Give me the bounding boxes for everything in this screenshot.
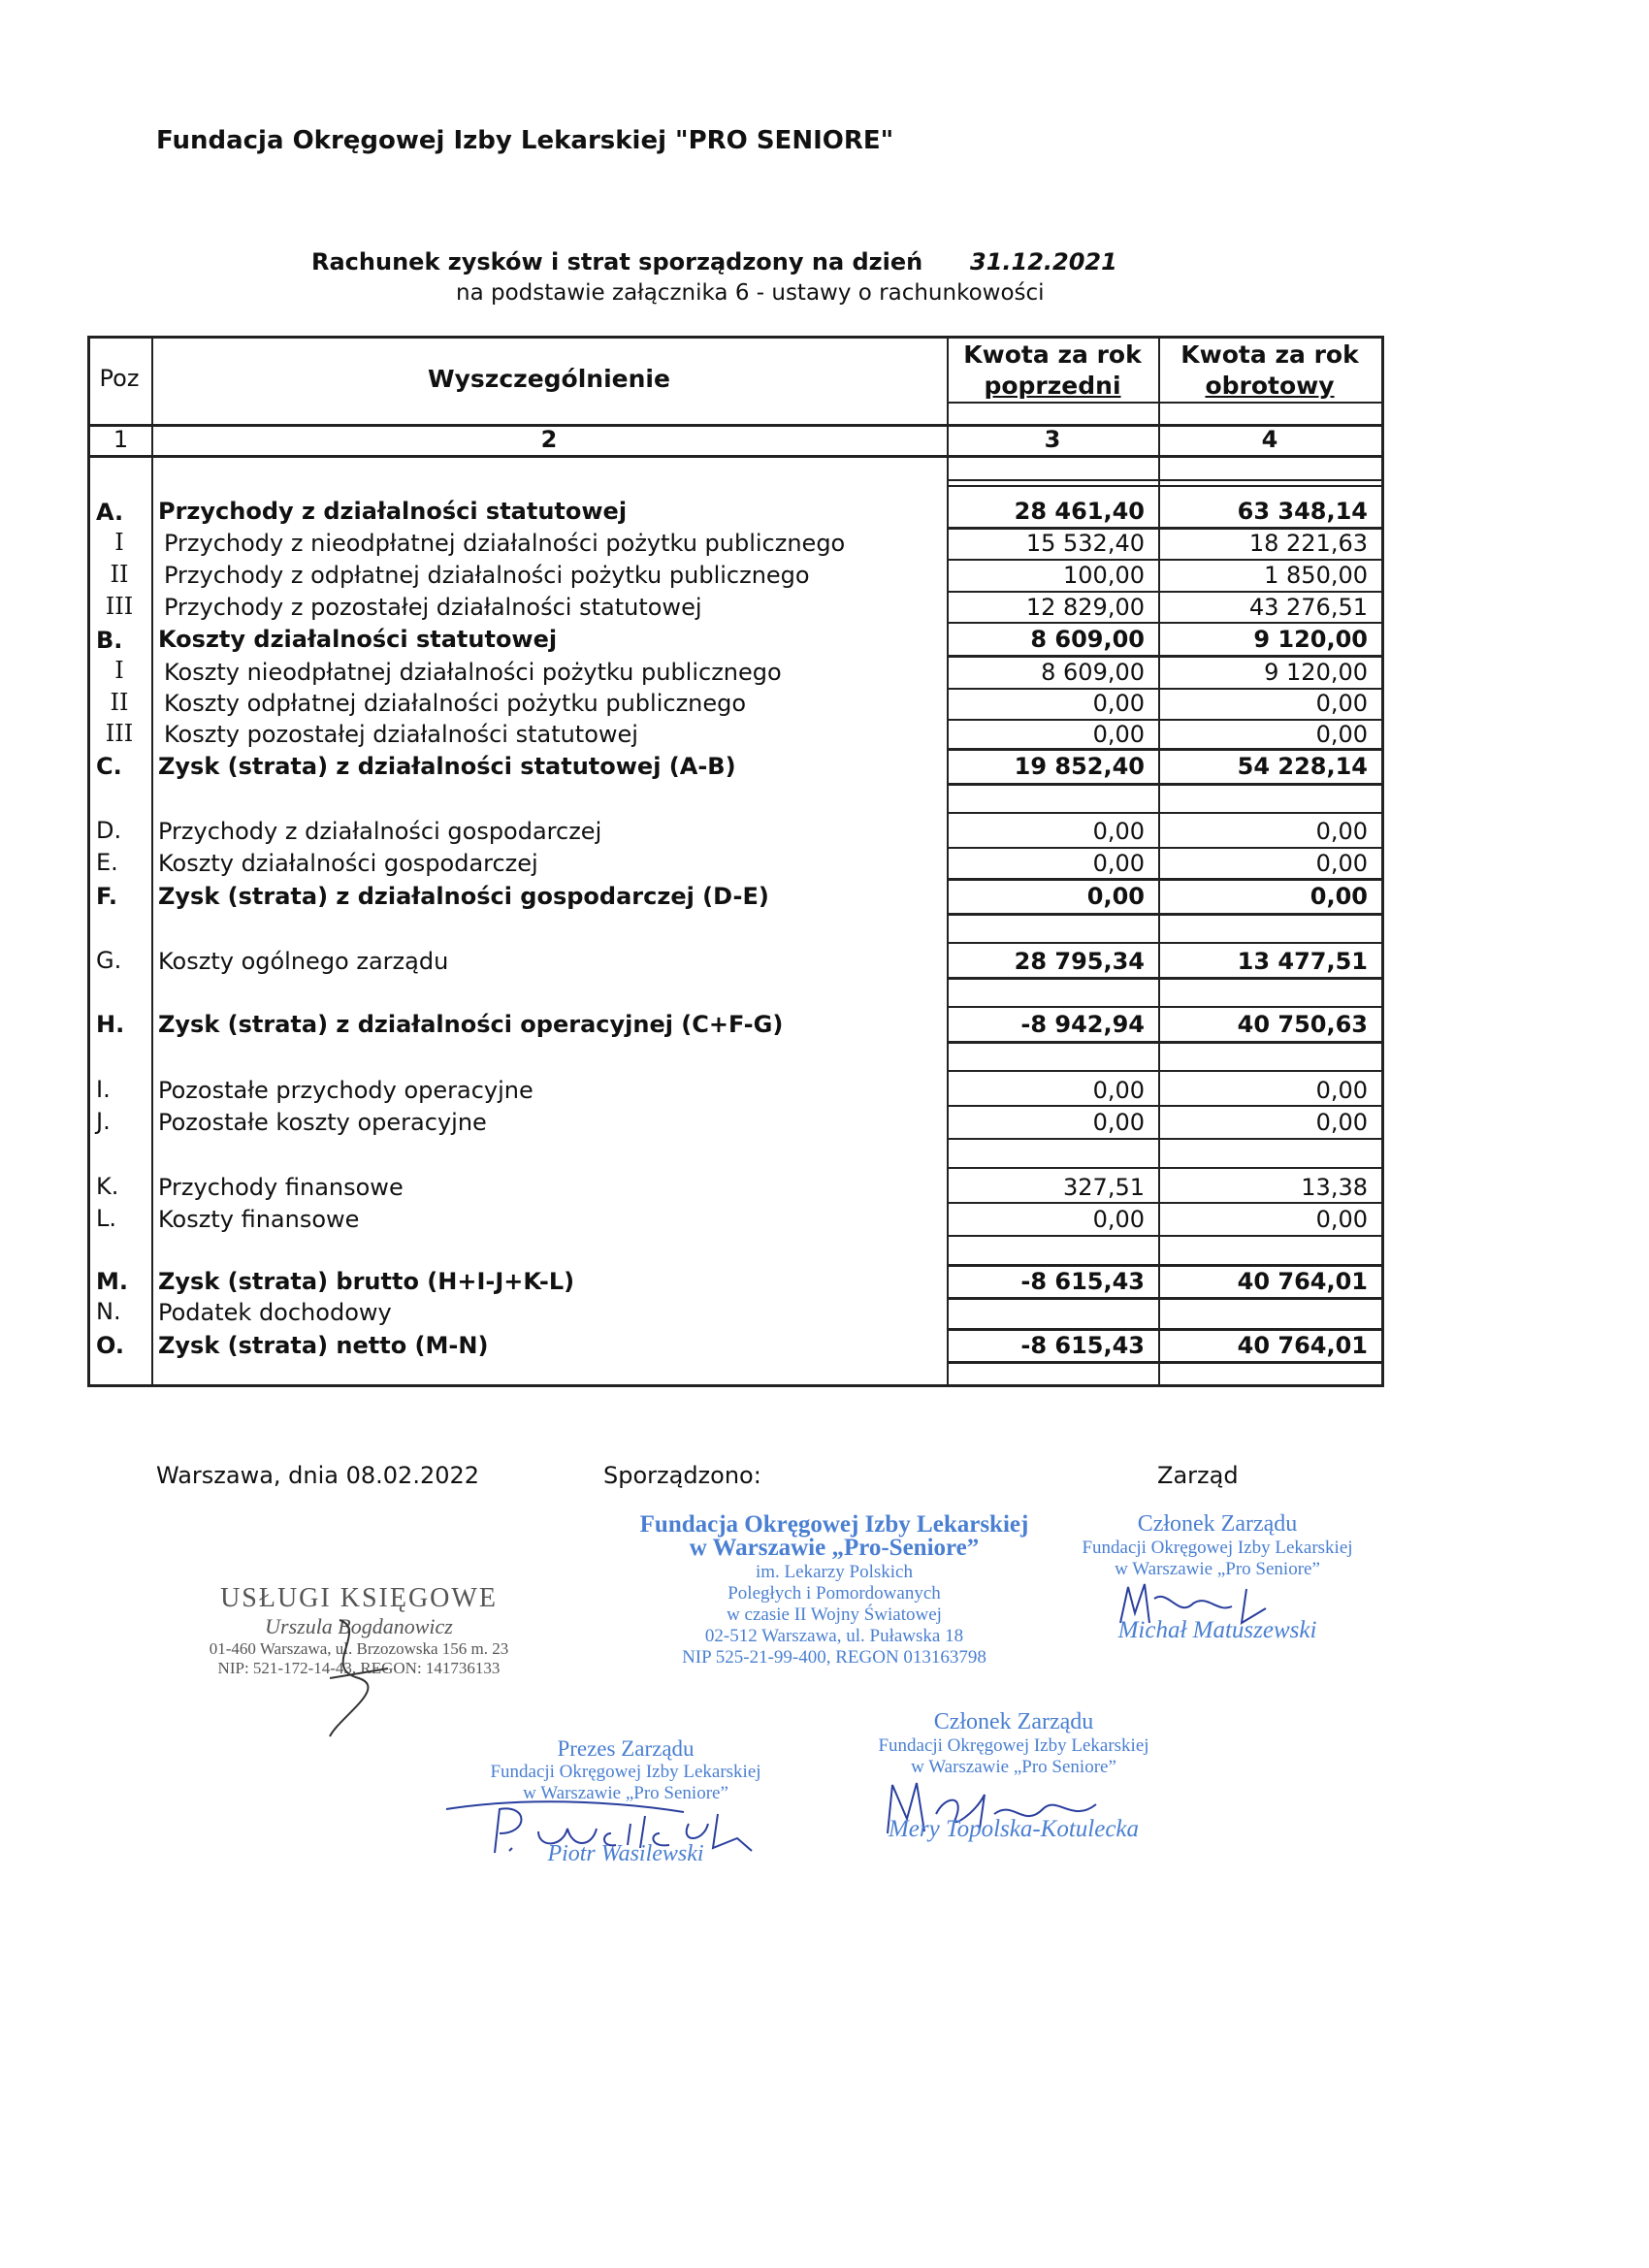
board-member-1-name: Michał Matuszewski [1117,1617,1317,1643]
stamp-city: w Warszawie „Pro Seniore” [911,1757,1116,1777]
document-title: Rachunek zysków i strat sporządzony na dzień [311,248,923,275]
row-poz: M. [96,1268,128,1295]
board-member-2-name: Mery Topolska-Kotulecka [888,1816,1140,1842]
row-curr-value: 9 120,00 [1264,659,1368,686]
row-label: Zysk (strata) brutto (H+I-J+K-L) [158,1268,575,1295]
row-prev-value: 15 532,40 [1025,530,1145,557]
row-label: Podatek dochodowy [158,1299,392,1326]
row-curr-value: 9 120,00 [1253,626,1368,653]
column-divider [1158,339,1160,1384]
stamp-line: w czasie II Wojny Światowej [727,1604,942,1625]
header-curr-line1: Kwota za rok [1180,340,1359,369]
row-poz: H. [96,1011,125,1038]
row-curr-value: 13 477,51 [1237,948,1368,975]
row-label: Zysk (strata) z działalności statutowej (A-B) [158,753,736,780]
row-prev-value: 12 829,00 [1025,594,1145,621]
row-label: Pozostałe koszty operacyjne [158,1109,487,1136]
stamp-line: Poległych i Pomordowanych [728,1583,941,1604]
row-label: Przychody z działalności statutowej [158,498,628,525]
column-divider [151,339,153,1384]
stamp-city: w Warszawie „Pro Seniore” [1115,1559,1320,1579]
row-poz: E. [96,849,118,876]
header-curr-line2: obrotowy [1205,372,1335,400]
foundation-stamp [621,1511,1048,1669]
row-prev-value: -8 615,43 [1020,1332,1145,1359]
row-label: Zysk (strata) netto (M-N) [158,1332,489,1359]
column-number-2: 2 [540,426,558,453]
row-prev-value: -8 615,43 [1020,1268,1145,1295]
row-curr-value: 0,00 [1315,690,1368,717]
row-curr-value: 18 221,63 [1248,530,1368,557]
document-date: 31.12.2021 [970,248,1117,275]
stamp-line: w Warszawie „Pro-Seniore” [689,1535,980,1561]
row-label: Koszty nieodpłatnej działalności pożytku publicznego [164,659,782,686]
row-curr-value: 0,00 [1315,1109,1368,1136]
row-poz: O. [96,1332,124,1359]
stamp-role: Członek Zarządu [933,1709,1094,1734]
row-prev-value: 0,00 [1092,1206,1145,1233]
stamp-role: Członek Zarządu [1137,1511,1298,1537]
row-curr-value: 0,00 [1315,850,1368,877]
row-curr-value: 40 750,63 [1237,1011,1368,1038]
stamp-line: Urszula Bogdanowicz [265,1614,453,1638]
row-label: Koszty ogólnego zarządu [158,948,449,975]
row-prev-value: 0,00 [1092,721,1145,748]
row-label: Koszty pozostałej działalności statutowej [164,721,638,748]
stamp-line: 01-460 Warszawa, ul. Brzozowska 156 m. 23 [209,1639,509,1658]
row-poz: III [105,720,134,747]
row-prev-value: 0,00 [1092,1077,1145,1104]
row-poz: D. [96,817,122,844]
row-prev-value: -8 942,94 [1020,1011,1145,1038]
income-statement-table [87,336,1384,1387]
stamp-city: w Warszawie „Pro Seniore” [523,1783,728,1803]
row-poz: F. [96,883,117,910]
row-label: Przychody z odpłatnej działalności pożytku publicznego [164,562,810,589]
column-number-1: 1 [113,426,129,453]
row-poz: C. [96,753,122,780]
row-prev-value: 327,51 [1063,1174,1145,1201]
row-label: Pozostałe przychody operacyjne [158,1077,534,1104]
row-poz: II [110,689,129,716]
organization-title: Fundacja Okręgowej Izby Lekarskiej "PRO SENIORE" [156,126,894,155]
row-curr-value: 0,00 [1315,818,1368,845]
row-curr-value: 0,00 [1315,1206,1368,1233]
row-curr-value: 63 348,14 [1237,498,1368,525]
row-label: Przychody z pozostałej działalności statutowej [164,594,702,621]
prepared-label: Sporządzono: [603,1462,761,1489]
row-prev-value: 100,00 [1063,562,1145,589]
row-poz: III [105,593,134,620]
board-member-stamp [824,1709,1203,1778]
column-number-4: 4 [1261,426,1278,453]
stamp-line: 02-512 Warszawa, ul. Puławska 18 [704,1626,964,1646]
row-label: Przychody z nieodpłatnej działalności pożytku publicznego [164,530,846,557]
row-poz: G. [96,947,122,974]
row-poz: I [114,657,124,684]
row-poz: I [114,529,124,556]
row-curr-value: 40 764,01 [1237,1268,1368,1295]
stamp-line: NIP 525-21-99-400, REGON 013163798 [682,1647,986,1668]
row-poz: I. [96,1076,111,1103]
row-prev-value: 0,00 [1092,850,1145,877]
stamp-role: Prezes Zarządu [557,1736,695,1761]
document-subtitle: na podstawie załącznika 6 - ustawy o rachunkowości [456,280,1045,306]
row-poz: J. [96,1108,111,1135]
row-prev-value: 28 461,40 [1014,498,1145,525]
stamp-org: Fundacji Okręgowej Izby Lekarskiej [490,1762,761,1782]
stamp-line: NIP: 521-172-14-43, REGON: 141736133 [217,1659,501,1677]
row-label: Zysk (strata) z działalności gospodarczej (D-E) [158,883,769,910]
stamp-org: Fundacji Okręgowej Izby Lekarskiej [1082,1538,1353,1558]
row-poz: L. [96,1205,116,1232]
row-prev-value: 0,00 [1092,818,1145,845]
row-poz: II [110,561,129,588]
stamp-line: USŁUGI KSIĘGOWE [220,1583,498,1613]
column-number-3: 3 [1044,426,1061,453]
row-prev-value: 19 852,40 [1014,753,1145,780]
row-label: Koszty finansowe [158,1206,360,1233]
row-prev-value: 0,00 [1086,883,1145,910]
board-member-stamp [1052,1511,1382,1580]
place-date: Warszawa, dnia 08.02.2022 [156,1462,480,1489]
row-curr-value: 43 276,51 [1248,594,1368,621]
row-poz: B. [96,627,123,654]
row-prev-value: 8 609,00 [1041,659,1145,686]
header-prev-line1: Kwota za rok [963,340,1142,369]
row-curr-value: 0,00 [1310,883,1368,910]
row-curr-value: 0,00 [1315,721,1368,748]
stamp-line: im. Lekarzy Polskich [756,1562,913,1582]
row-poz: A. [96,499,124,526]
row-curr-value: 40 764,01 [1237,1332,1368,1359]
accountant-signature [301,1610,417,1746]
row-label: Koszty działalności gospodarczej [158,850,538,877]
header-prev-line2: poprzedni [984,372,1121,400]
header-description: Wyszczególnienie [428,365,670,393]
row-label: Zysk (strata) z działalności operacyjnej (C+F-G) [158,1011,784,1038]
stamp-org: Fundacji Okręgowej Izby Lekarskiej [878,1735,1149,1756]
row-label: Koszty odpłatnej działalności pożytku publicznego [164,690,747,717]
row-prev-value: 0,00 [1092,1109,1145,1136]
row-curr-value: 1 850,00 [1264,562,1368,589]
stamp-line: Fundacja Okręgowej Izby Lekarskiej [639,1511,1029,1538]
board-label: Zarząd [1157,1462,1239,1489]
row-curr-value: 13,38 [1301,1174,1368,1201]
row-prev-value: 0,00 [1092,690,1145,717]
row-poz: K. [96,1173,119,1200]
row-prev-value: 28 795,34 [1014,948,1145,975]
row-curr-value: 0,00 [1315,1077,1368,1104]
header-poz: Poz [99,365,140,392]
row-prev-value: 8 609,00 [1030,626,1145,653]
column-divider [947,339,949,1384]
row-curr-value: 54 228,14 [1237,753,1368,780]
president-name: Piotr Wasilewski [547,1841,704,1866]
row-label: Przychody finansowe [158,1174,404,1201]
row-poz: N. [96,1298,121,1325]
row-label: Koszty działalności statutowej [158,626,558,653]
row-label: Przychody z działalności gospodarczej [158,818,602,845]
